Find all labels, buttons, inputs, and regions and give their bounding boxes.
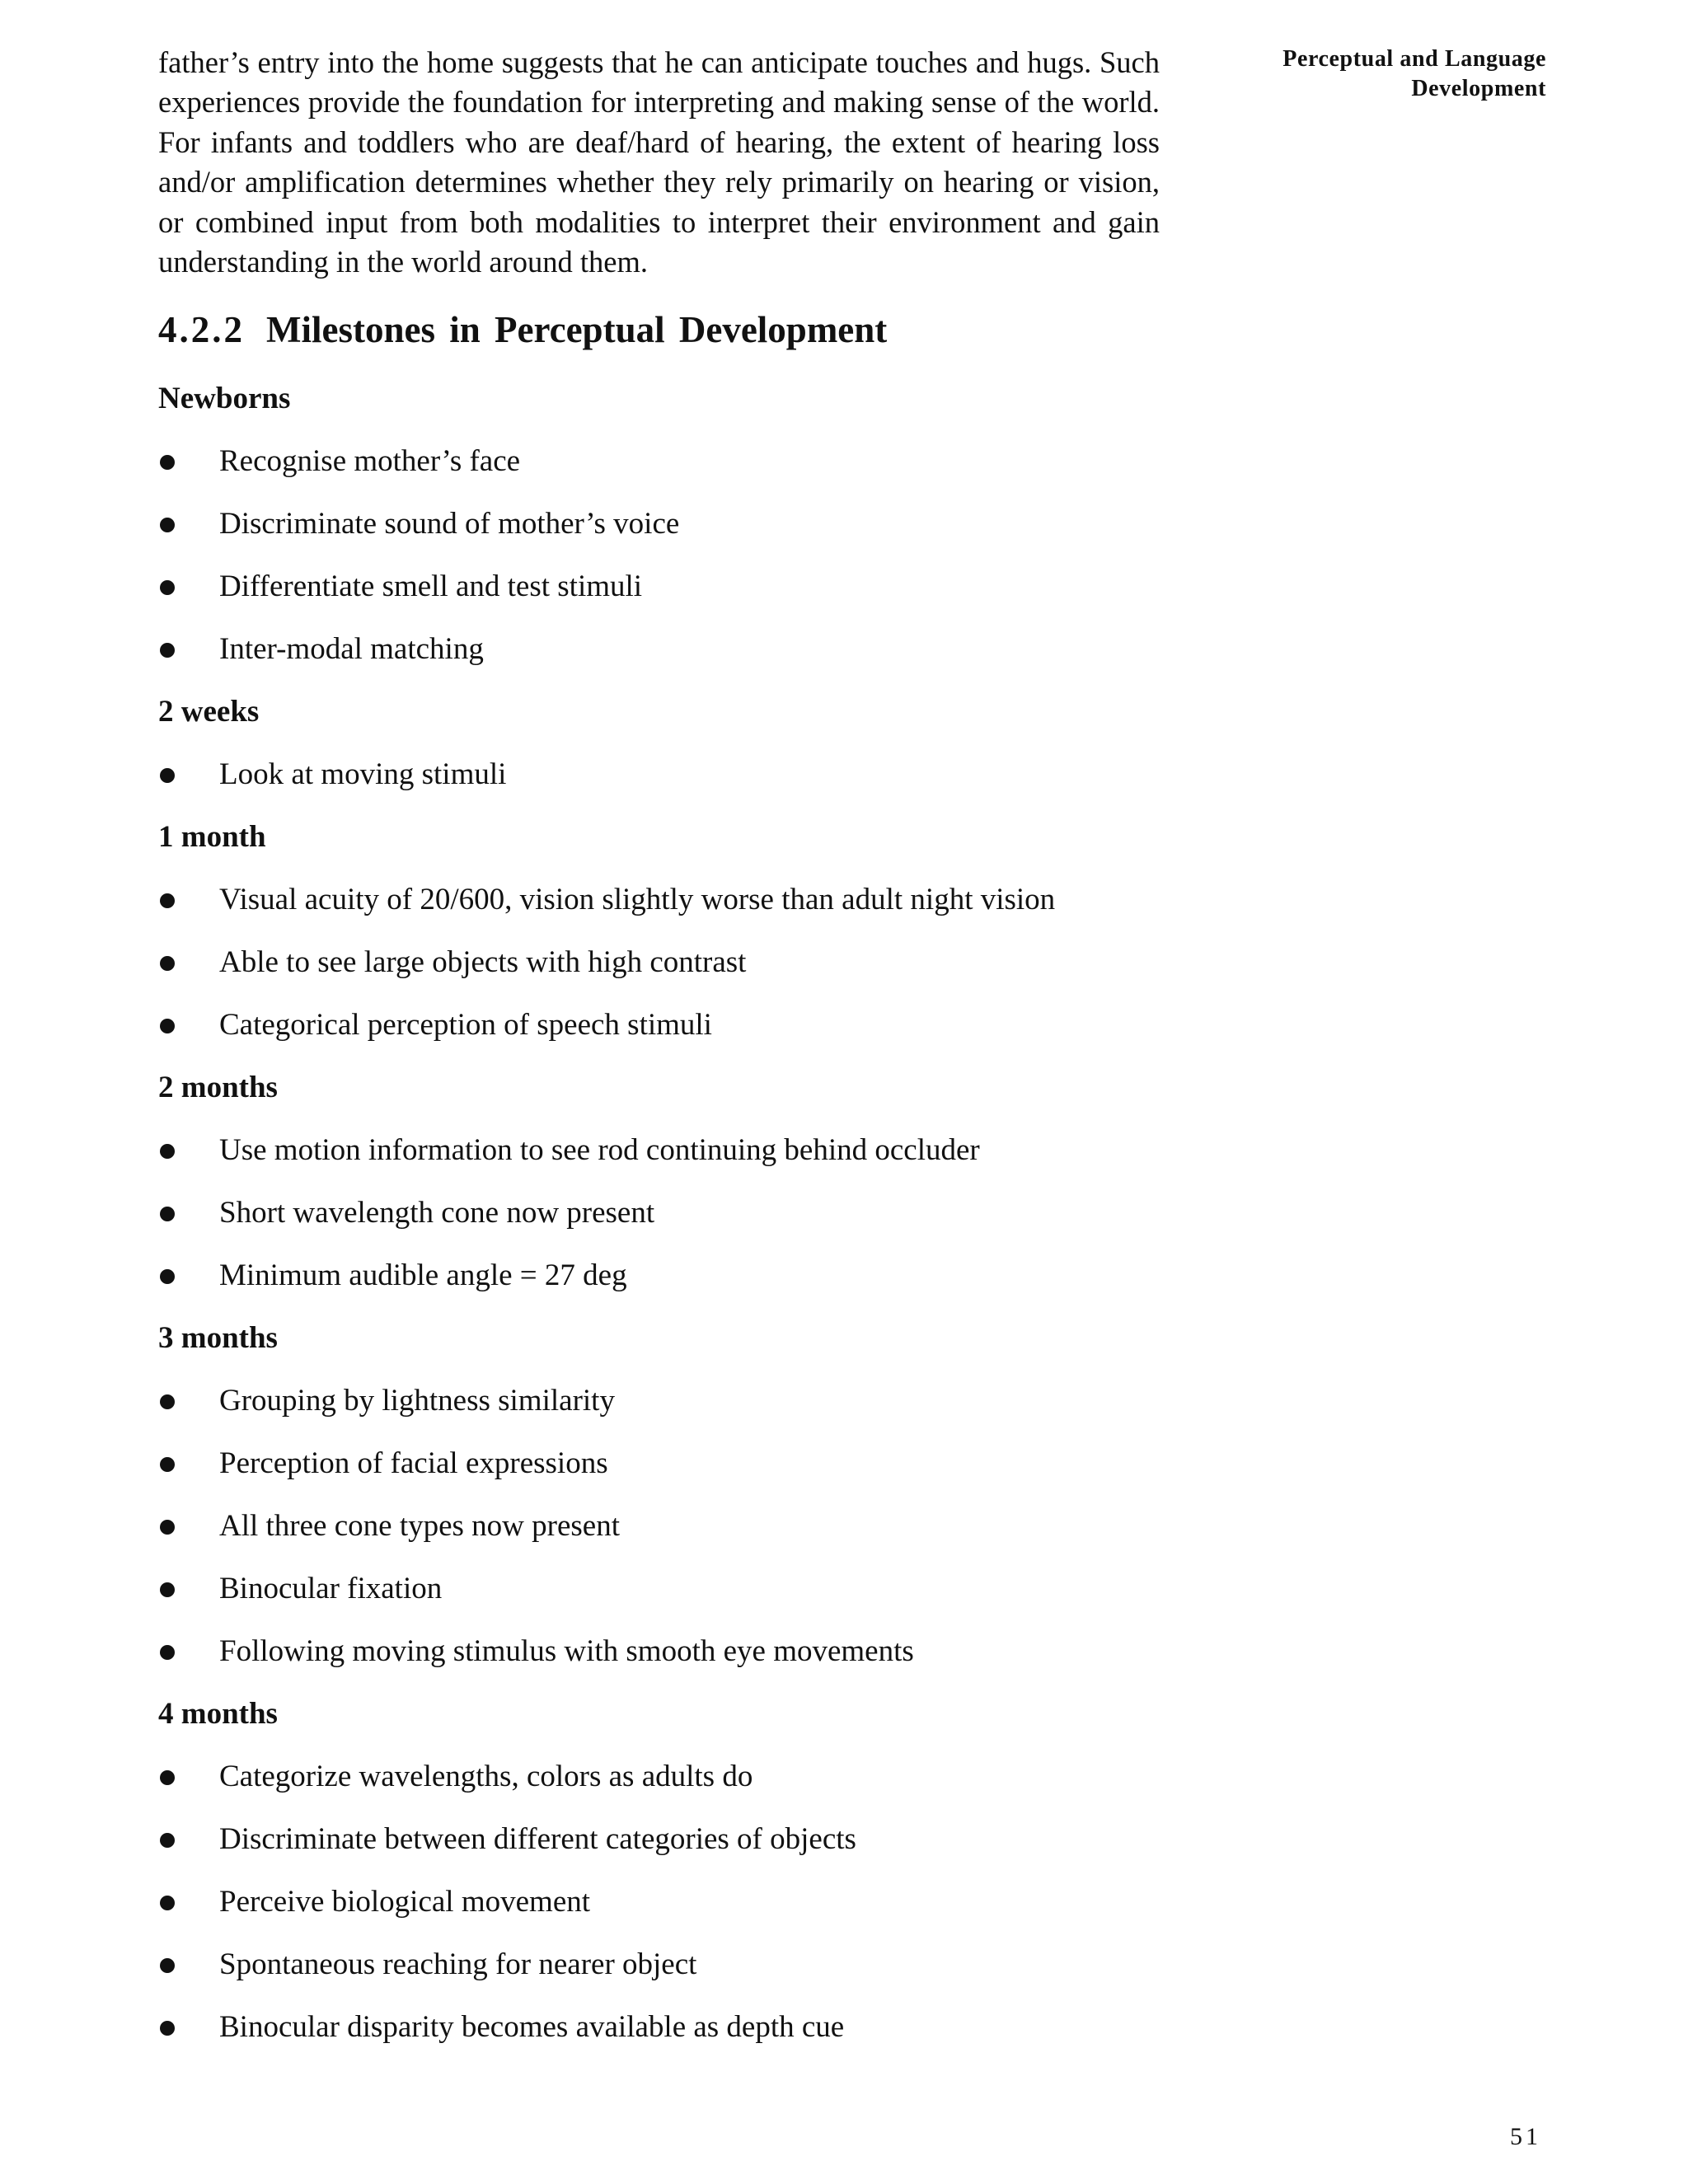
running-head-line-2: Development <box>1411 76 1546 101</box>
milestone-list <box>158 442 1160 669</box>
bullet-icon <box>160 956 175 971</box>
milestone-item <box>158 1882 1160 1922</box>
bullet-icon <box>160 1582 175 1597</box>
milestone-text: Perceive biological movement <box>219 1885 591 1919</box>
bullet-icon <box>160 1019 175 1033</box>
age-group-label: 2 weeks <box>158 695 260 729</box>
bullet-icon <box>160 1833 175 1848</box>
milestone-text: All three cone types now present <box>219 1509 620 1544</box>
bullet-icon <box>160 1394 175 1409</box>
milestone-item <box>158 442 1160 481</box>
intro-paragraph: father’s entry into the home suggests that he can anticipate touches and hugs. Such experiences provide the foundation for interpreting and making sense of the world. For infants and toddlers who are deaf/hard of hearing, the extent of hearing loss and/or amplification determines whether they rely primarily on hearing or vision, or combined input from both modalities to interpret their environment and gain understanding in the world around them. <box>158 45 1160 279</box>
page-number: 51 <box>1510 2123 1541 2150</box>
bullet-icon <box>160 580 175 595</box>
milestone-text: Discriminate between different categories of objects <box>219 1822 856 1857</box>
age-group-label: 1 month <box>158 820 266 855</box>
milestone-text: Look at moving stimuli <box>219 757 507 792</box>
milestone-item <box>158 1632 1160 1671</box>
milestone-item <box>158 755 1160 794</box>
bullet-icon <box>160 1770 175 1785</box>
bullet-icon <box>160 518 175 532</box>
age-group-label: 2 months <box>158 1071 278 1105</box>
bullet-icon <box>160 1269 175 1284</box>
milestone-list <box>158 880 1160 1045</box>
bullet-icon <box>160 1457 175 1472</box>
milestone-text: Visual acuity of 20/600, vision slightly worse than adult night vision <box>219 883 1056 917</box>
milestone-item <box>158 1193 1160 1233</box>
milestone-text: Spontaneous reaching for nearer object <box>219 1947 697 1982</box>
section-title: Milestones in Perceptual Development <box>266 309 888 351</box>
bullet-icon <box>160 1207 175 1221</box>
milestone-item <box>158 1945 1160 1985</box>
bullet-icon <box>160 893 175 908</box>
running-head <box>1217 45 1546 104</box>
milestone-list <box>158 1381 1160 1671</box>
section-number: 4.2.2 <box>158 309 245 351</box>
milestone-text: Differentiate smell and test stimuli <box>219 569 643 604</box>
milestone-text: Inter-modal matching <box>219 632 484 667</box>
milestone-item <box>158 1507 1160 1546</box>
bullet-icon <box>160 1896 175 1910</box>
milestone-item <box>158 1757 1160 1797</box>
section-heading <box>158 305 1160 354</box>
milestone-list <box>158 1131 1160 1296</box>
milestone-item <box>158 504 1160 544</box>
bullet-icon <box>160 768 175 783</box>
bullet-icon <box>160 1520 175 1535</box>
milestone-text: Recognise mother’s face <box>219 444 521 479</box>
milestone-item <box>158 1569 1160 1609</box>
milestone-item <box>158 1131 1160 1170</box>
milestone-groups <box>158 379 1160 2047</box>
milestone-item <box>158 1256 1160 1296</box>
bullet-icon <box>160 1958 175 1973</box>
main-content <box>158 43 1160 2047</box>
milestone-list <box>158 755 1160 794</box>
milestone-item <box>158 880 1160 920</box>
milestone-item <box>158 630 1160 669</box>
bullet-icon <box>160 643 175 658</box>
milestone-item <box>158 1444 1160 1483</box>
milestone-text: Grouping by lightness similarity <box>219 1384 615 1418</box>
milestone-text: Perception of facial expressions <box>219 1446 608 1481</box>
milestone-text: Categorical perception of speech stimuli <box>219 1008 712 1043</box>
milestone-text: Short wavelength cone now present <box>219 1196 655 1230</box>
milestone-text: Binocular fixation <box>219 1572 443 1606</box>
bullet-icon <box>160 1144 175 1159</box>
milestone-item <box>158 943 1160 982</box>
milestone-item <box>158 1820 1160 1859</box>
age-group-label: 3 months <box>158 1321 278 1356</box>
milestone-item <box>158 1005 1160 1045</box>
milestone-text: Able to see large objects with high contrast <box>219 945 747 980</box>
milestone-text: Binocular disparity becomes available as depth cue <box>219 2010 845 2045</box>
running-head-line-1: Perceptual and Language <box>1282 46 1546 72</box>
bullet-icon <box>160 1645 175 1660</box>
bullet-icon <box>160 2021 175 2036</box>
milestone-text: Use motion information to see rod continuing behind occluder <box>219 1133 980 1168</box>
milestone-item <box>158 2008 1160 2047</box>
milestone-text: Discriminate sound of mother’s voice <box>219 507 680 541</box>
age-group-label: 4 months <box>158 1697 278 1732</box>
milestone-text: Following moving stimulus with smooth eye movements <box>219 1634 914 1669</box>
milestone-text: Categorize wavelengths, colors as adults do <box>219 1760 753 1794</box>
milestone-item <box>158 567 1160 607</box>
milestone-list <box>158 1757 1160 2047</box>
milestone-text: Minimum audible angle = 27 deg <box>219 1258 627 1293</box>
milestone-item <box>158 1381 1160 1421</box>
bullet-icon <box>160 455 175 470</box>
age-group-label: Newborns <box>158 382 291 416</box>
